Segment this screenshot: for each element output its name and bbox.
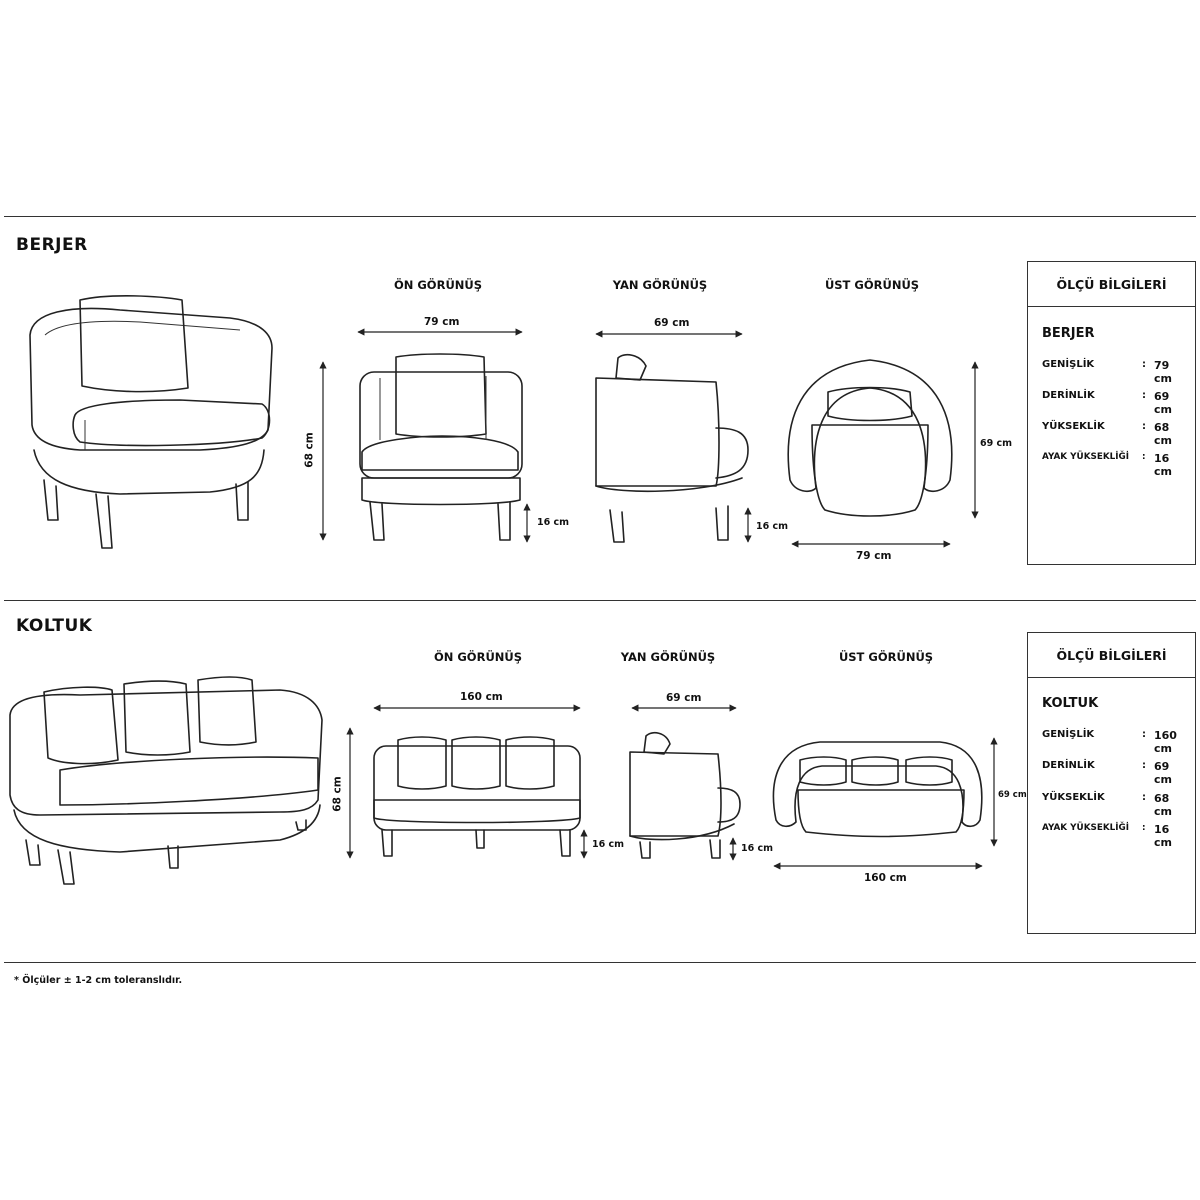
berjer-side-leg-label: 16 cm [756,521,789,532]
koltuk-side-leg-label: 16 cm [741,843,774,854]
koltuk-top-depth-label: 69 cm [998,790,1027,800]
koltuk-height-label: 68 cm [331,776,344,812]
berjer-info-header: ÖLÇÜ BİLGİLERİ [1028,262,1195,307]
berjer-top-width-label: 79 cm [856,550,892,562]
koltuk-top-view-title: ÜST GÖRÜNÜŞ [838,650,934,664]
berjer-front-width-label: 79 cm [424,316,460,328]
berjer-top-view-drawing [788,360,952,516]
dimension-lines [323,332,994,866]
koltuk-front-view-drawing [374,737,580,856]
berjer-side-view-title: YAN GÖRÜNÜŞ [612,278,708,292]
berjer-info-row-height: YÜKSEKLİK : 68 cm [1042,421,1172,447]
berjer-info-row-depth: DERİNLİK : 69 cm [1042,390,1172,416]
koltuk-section-title: KOLTUK [16,616,93,636]
koltuk-info-panel [1027,632,1196,934]
koltuk-info-row-height: YÜKSEKLİK : 68 cm [1042,792,1172,818]
berjer-front-leg-label: 16 cm [537,517,570,528]
koltuk-info-header: ÖLÇÜ BİLGİLERİ [1028,633,1195,678]
berjer-front-view-drawing [360,354,522,540]
tolerance-footnote: * Ölçüler ± 1-2 cm toleranslıdır. [14,975,183,986]
berjer-front-view-title: ÖN GÖRÜNÜŞ [393,278,483,292]
koltuk-side-depth-label: 69 cm [666,692,702,704]
koltuk-front-leg-label: 16 cm [592,839,625,850]
berjer-info-row-width: GENİŞLİK : 79 cm [1042,359,1172,385]
koltuk-top-width-label: 160 cm [864,872,907,884]
koltuk-info-row-width: GENİŞLİK : 160 cm [1042,729,1177,755]
koltuk-info-name: KOLTUK [1042,696,1099,711]
koltuk-front-view-title: ÖN GÖRÜNÜŞ [433,650,523,664]
berjer-info-name: BERJER [1042,326,1095,341]
koltuk-front-width-label: 160 cm [460,691,503,703]
koltuk-perspective-drawing [10,677,322,884]
berjer-top-depth-label: 69 cm [980,438,1013,449]
koltuk-side-view-title: YAN GÖRÜNÜŞ [620,650,716,664]
berjer-perspective-drawing [30,296,272,548]
berjer-info-panel [1027,261,1196,565]
koltuk-info-row-leg-height: AYAK YÜKSEKLİĞİ : 16 cm [1042,823,1172,849]
berjer-info-row-leg-height: AYAK YÜKSEKLİĞİ : 16 cm [1042,452,1172,478]
koltuk-info-row-depth: DERİNLİK : 69 cm [1042,760,1172,786]
berjer-side-view-drawing [596,355,748,542]
berjer-top-view-title: ÜST GÖRÜNÜŞ [824,278,920,292]
berjer-side-depth-label: 69 cm [654,317,690,329]
koltuk-side-view-drawing [630,733,740,858]
berjer-section-title: BERJER [16,235,88,255]
koltuk-top-view-drawing [773,742,981,837]
berjer-height-label: 68 cm [303,432,316,468]
